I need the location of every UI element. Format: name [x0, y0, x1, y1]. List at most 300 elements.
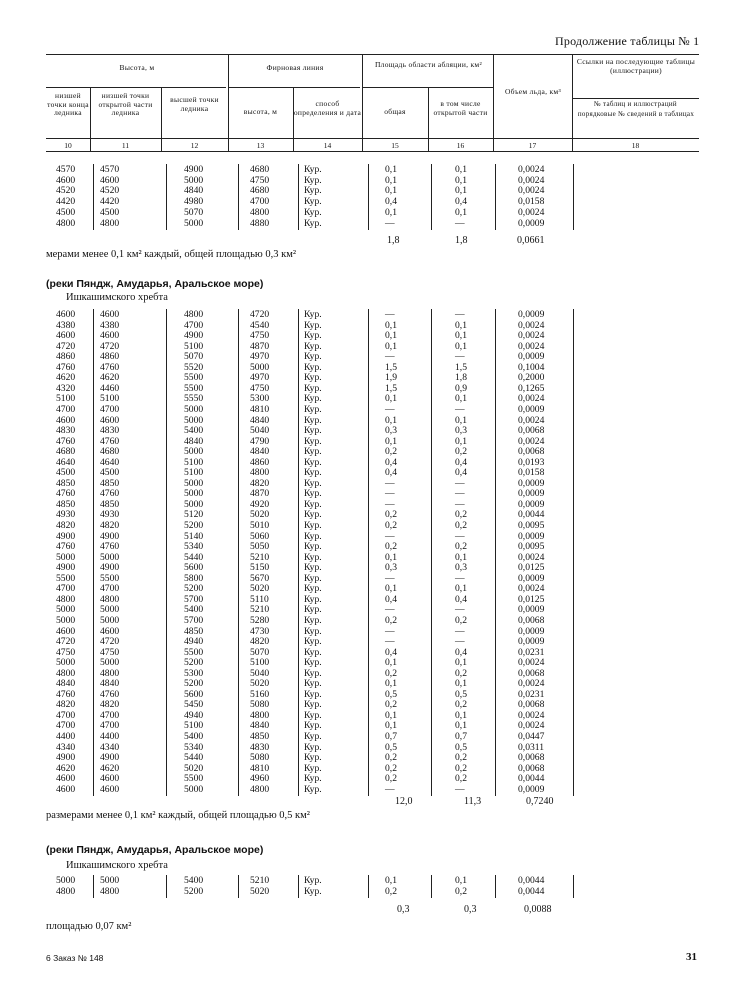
cell-low-end: 4700 — [56, 583, 76, 595]
cell-top: 5500 — [184, 646, 204, 658]
cell-area-total: 1,5 — [385, 382, 397, 394]
cell-method: Кур. — [304, 456, 322, 468]
cell-area-total: 0,1 — [385, 657, 397, 669]
cell-area-total: 0,1 — [385, 319, 397, 331]
cell-area-total: 0,5 — [385, 741, 397, 753]
cell-ice-volume: 0,0024 — [518, 185, 545, 197]
cell-method: Кур. — [304, 667, 322, 679]
header-ablation: Площадь области абляции, км² — [374, 60, 483, 69]
cell-area-open: — — [455, 217, 465, 229]
cell-top: 5000 — [184, 217, 204, 229]
col-num-11: 11 — [121, 141, 130, 150]
cell-firn-height: 5010 — [250, 520, 270, 531]
cell-area-open: 0,2 — [455, 509, 467, 521]
cell-top: 4940 — [184, 709, 204, 721]
cell-low-open: 4570 — [100, 164, 120, 175]
cell-method: Кур. — [304, 425, 322, 437]
cell-area-total: 0,2 — [385, 614, 397, 626]
cell-area-open: — — [455, 530, 465, 542]
cell-top: 5450 — [184, 699, 204, 711]
cell-low-open: 4830 — [100, 425, 120, 437]
cell-top: 5400 — [184, 731, 204, 742]
cell-area-total: 0,1 — [385, 875, 397, 886]
column-rule — [573, 164, 574, 230]
cell-method: Кур. — [304, 875, 322, 886]
table-row — [46, 753, 606, 763]
col-num-18: 18 — [631, 141, 640, 150]
cell-firn-height: 4820 — [250, 636, 270, 648]
block2-total-16: 11,3 — [464, 796, 482, 807]
cell-ice-volume: 0,0158 — [518, 467, 545, 479]
cell-area-total: — — [385, 530, 395, 542]
cell-firn-height: 5210 — [250, 604, 270, 616]
cell-top: 5120 — [184, 509, 204, 521]
cell-low-end: 4500 — [56, 467, 76, 479]
column-rule — [573, 875, 574, 898]
cell-low-end: 4760 — [56, 488, 76, 500]
cell-firn-height: 4750 — [250, 382, 270, 394]
cell-ice-volume: 0,0009 — [518, 625, 545, 637]
cell-area-total: 0,2 — [385, 667, 397, 679]
cell-area-open: 0,1 — [455, 340, 467, 352]
table-row — [46, 500, 606, 510]
cell-top: 4800 — [184, 309, 204, 320]
block2-subheading: Ишкашимского хребта — [66, 292, 168, 303]
cell-low-end: 4840 — [56, 678, 76, 690]
cell-ice-volume: 0,0068 — [518, 446, 545, 458]
cell-method: Кур. — [304, 520, 322, 531]
cell-firn-height: 4750 — [250, 330, 270, 342]
cell-method: Кур. — [304, 583, 322, 595]
cell-method: Кур. — [304, 572, 322, 584]
cell-top: 5600 — [184, 688, 204, 700]
cell-low-end: 5000 — [56, 604, 76, 616]
cell-area-total: 0,3 — [385, 562, 397, 574]
cell-area-total: — — [385, 351, 395, 363]
cell-low-end: 4600 — [56, 773, 76, 785]
cell-firn-height: 4750 — [250, 174, 270, 186]
cell-firn-height: 5020 — [250, 509, 270, 521]
table-row — [46, 342, 606, 352]
cell-low-end: 4900 — [56, 752, 76, 764]
table-row — [46, 785, 606, 795]
cell-low-open: 4600 — [100, 330, 120, 342]
column-rule — [238, 164, 239, 230]
cell-top: 5000 — [184, 174, 204, 186]
cell-area-open: — — [455, 477, 465, 489]
cell-method: Кур. — [304, 351, 322, 363]
cell-firn-height: 4800 — [250, 467, 270, 479]
table-row — [46, 447, 606, 457]
cell-area-open: 0,3 — [455, 425, 467, 437]
cell-area-open: 0,1 — [455, 319, 467, 331]
block1-total-17: 0,0661 — [517, 235, 545, 246]
cell-area-open: — — [455, 783, 465, 795]
cell-low-open: 4380 — [100, 319, 120, 331]
table-row — [46, 574, 606, 584]
block2-note: размерами менее 0,1 км² каждый, общей площадью 0,5 км² — [46, 810, 310, 821]
column-rule — [368, 309, 369, 796]
cell-ice-volume: 0,0024 — [518, 393, 545, 405]
cell-low-end: 4850 — [56, 498, 76, 510]
cell-low-open: 4600 — [100, 625, 120, 637]
cell-low-open: 4460 — [100, 382, 120, 394]
cell-top: 5440 — [184, 551, 204, 563]
cell-low-end: 4680 — [56, 446, 76, 458]
cell-ice-volume: 0,0231 — [518, 688, 545, 700]
cell-low-open: 4600 — [100, 174, 120, 186]
table-row — [46, 616, 606, 626]
cell-method: Кур. — [304, 699, 322, 711]
cell-top: 5200 — [184, 520, 204, 531]
cell-low-end: 4860 — [56, 351, 76, 363]
cell-ice-volume: 0,0024 — [518, 551, 545, 563]
table-row — [46, 627, 606, 637]
cell-low-open: 5000 — [100, 657, 120, 669]
cell-low-end: 4830 — [56, 425, 76, 437]
cell-low-open: 4760 — [100, 488, 120, 500]
cell-method: Кур. — [304, 783, 322, 795]
cell-ice-volume: 0,0125 — [518, 562, 545, 574]
cell-low-open: 4720 — [100, 636, 120, 648]
cell-method: Кур. — [304, 467, 322, 479]
cell-low-end: 4900 — [56, 562, 76, 574]
cell-method: Кур. — [304, 731, 322, 742]
cell-ice-volume: 0,0193 — [518, 456, 545, 468]
cell-area-open: 0,2 — [455, 614, 467, 626]
cell-low-open: 4900 — [100, 562, 120, 574]
cell-low-open: 5000 — [100, 551, 120, 563]
cell-ice-volume: 0,0009 — [518, 351, 545, 363]
cell-area-open: 0,1 — [455, 414, 467, 426]
cell-low-end: 4800 — [56, 885, 76, 897]
cell-area-open: 0,2 — [455, 762, 467, 774]
cell-method: Кур. — [304, 488, 322, 500]
column-rule — [238, 309, 239, 796]
cell-low-open: 4820 — [100, 520, 120, 531]
cell-area-total: 0,4 — [385, 196, 397, 208]
cell-ice-volume: 0,0024 — [518, 678, 545, 690]
table-row — [46, 542, 606, 552]
table-row — [46, 876, 606, 886]
table-row — [46, 416, 606, 426]
cell-ice-volume: 0,0024 — [518, 720, 545, 732]
cell-ice-volume: 0,0024 — [518, 319, 545, 331]
cell-method: Кур. — [304, 614, 322, 626]
cell-area-total: 0,1 — [385, 393, 397, 405]
cell-ice-volume: 0,0009 — [518, 636, 545, 648]
cell-top: 5340 — [184, 741, 204, 753]
cell-method: Кур. — [304, 509, 322, 521]
table-row — [46, 479, 606, 489]
cell-low-end: 4800 — [56, 667, 76, 679]
cell-area-total: 0,2 — [385, 699, 397, 711]
cell-ice-volume: 0,0009 — [518, 783, 545, 795]
cell-low-end: 4820 — [56, 520, 76, 531]
cell-low-end: 5500 — [56, 572, 76, 584]
cell-low-end: 4760 — [56, 541, 76, 553]
cell-low-open: 4400 — [100, 731, 120, 742]
table-row — [46, 208, 606, 218]
cell-firn-height: 5040 — [250, 425, 270, 437]
cell-area-open: 0,1 — [455, 185, 467, 197]
cell-ice-volume: 0,0044 — [518, 875, 545, 886]
cell-method: Кур. — [304, 541, 322, 553]
cell-area-total: — — [385, 498, 395, 510]
cell-top: 5200 — [184, 657, 204, 669]
cell-area-open: 0,3 — [455, 562, 467, 574]
cell-area-open: 0,1 — [455, 583, 467, 595]
col-num-16: 16 — [456, 141, 465, 150]
cell-firn-height: 4800 — [250, 709, 270, 721]
cell-ice-volume: 0,0044 — [518, 509, 545, 521]
cell-top: 5400 — [184, 425, 204, 437]
cell-firn-height: 5160 — [250, 688, 270, 700]
cell-area-open: 0,1 — [455, 720, 467, 732]
cell-area-total: 0,1 — [385, 583, 397, 595]
header-refs-sub2: порядковые № сведений в таблицах — [577, 110, 695, 118]
cell-firn-height: 4680 — [250, 185, 270, 197]
cell-low-open: 4850 — [100, 498, 120, 510]
cell-area-total: 0,2 — [385, 752, 397, 764]
cell-firn-height: 4840 — [250, 446, 270, 458]
cell-firn-height: 4870 — [250, 488, 270, 500]
cell-area-total: — — [385, 488, 395, 500]
cell-firn-height: 5080 — [250, 752, 270, 764]
cell-top: 4840 — [184, 185, 204, 197]
cell-firn-height: 5300 — [250, 393, 270, 405]
cell-ice-volume: 0,0009 — [518, 604, 545, 616]
cell-area-open: 0,4 — [455, 456, 467, 468]
cell-method: Кур. — [304, 393, 322, 405]
header-col-16: в том числе открытой части — [433, 99, 488, 117]
cell-low-end: 4930 — [56, 509, 76, 521]
table-row — [46, 458, 606, 468]
table-row — [46, 176, 606, 186]
cell-low-end: 4380 — [56, 319, 76, 331]
cell-low-open: 4840 — [100, 678, 120, 690]
cell-area-open: 0,1 — [455, 435, 467, 447]
cell-area-open: 0,7 — [455, 731, 467, 742]
cell-area-total: 0,1 — [385, 414, 397, 426]
header-firn: Фирновая линия — [266, 63, 324, 72]
header-col-12: высшей точки ледника — [170, 95, 219, 113]
cell-low-open: 4760 — [100, 541, 120, 553]
cell-area-total: — — [385, 309, 395, 320]
col-num-12: 12 — [190, 141, 199, 150]
cell-area-open: 0,1 — [455, 875, 467, 886]
cell-low-end: 4620 — [56, 762, 76, 774]
cell-area-open: 1,8 — [455, 372, 467, 384]
cell-method: Кур. — [304, 752, 322, 764]
cell-top: 4900 — [184, 330, 204, 342]
cell-top: 5000 — [184, 477, 204, 489]
table-row — [46, 489, 606, 499]
cell-top: 5300 — [184, 667, 204, 679]
cell-ice-volume: 0,0009 — [518, 477, 545, 489]
cell-area-open: — — [455, 604, 465, 616]
cell-low-end: 4750 — [56, 646, 76, 658]
cell-top: 4900 — [184, 164, 204, 175]
cell-top: 5700 — [184, 593, 204, 605]
cell-method: Кур. — [304, 174, 322, 186]
cell-firn-height: 4960 — [250, 773, 270, 785]
column-rule — [238, 875, 239, 898]
cell-firn-height: 5080 — [250, 699, 270, 711]
cell-area-open: 0,2 — [455, 699, 467, 711]
cell-low-end: 4420 — [56, 196, 76, 208]
cell-ice-volume: 0,0447 — [518, 731, 545, 742]
cell-method: Кур. — [304, 435, 322, 447]
cell-low-end: 4700 — [56, 403, 76, 415]
cell-method: Кур. — [304, 762, 322, 774]
cell-method: Кур. — [304, 361, 322, 373]
cell-area-total: — — [385, 217, 395, 229]
cell-ice-volume: 0,0024 — [518, 340, 545, 352]
cell-ice-volume: 0,0068 — [518, 614, 545, 626]
table-row — [46, 310, 606, 320]
cell-low-open: 5000 — [100, 614, 120, 626]
cell-low-open: 4600 — [100, 773, 120, 785]
block1-note: мерами менее 0,1 км² каждый, общей площадью 0,3 км² — [46, 249, 297, 260]
cell-method: Кур. — [304, 477, 322, 489]
table-row — [46, 553, 606, 563]
cell-top: 5550 — [184, 393, 204, 405]
cell-firn-height: 4800 — [250, 783, 270, 795]
cell-method: Кур. — [304, 498, 322, 510]
cell-method: Кур. — [304, 414, 322, 426]
column-rule — [495, 164, 496, 230]
cell-top: 5500 — [184, 382, 204, 394]
cell-area-open: 0,1 — [455, 206, 467, 218]
column-rule — [93, 309, 94, 796]
cell-low-end: 4600 — [56, 309, 76, 320]
cell-low-open: 4600 — [100, 783, 120, 795]
cell-area-total: 0,1 — [385, 340, 397, 352]
cell-area-total: — — [385, 783, 395, 795]
cell-area-total: — — [385, 572, 395, 584]
cell-top: 5100 — [184, 340, 204, 352]
cell-method: Кур. — [304, 217, 322, 229]
header-height: Высота, м — [119, 63, 155, 72]
table-row — [46, 721, 606, 731]
cell-low-open: 4820 — [100, 699, 120, 711]
cell-area-total: 0,4 — [385, 456, 397, 468]
table-row — [46, 774, 606, 784]
cell-area-total: 0,2 — [385, 520, 397, 531]
cell-firn-height: 4540 — [250, 319, 270, 331]
cell-method: Кур. — [304, 382, 322, 394]
cell-area-total: 0,1 — [385, 709, 397, 721]
table-row — [46, 605, 606, 615]
cell-low-open: 4700 — [100, 709, 120, 721]
cell-area-open: 0,5 — [455, 688, 467, 700]
cell-low-open: 4800 — [100, 593, 120, 605]
cell-low-end: 5000 — [56, 551, 76, 563]
cell-area-total: 0,1 — [385, 206, 397, 218]
cell-area-total: 0,1 — [385, 330, 397, 342]
cell-firn-height: 5150 — [250, 562, 270, 574]
cell-low-end: 4900 — [56, 530, 76, 542]
column-rule — [495, 875, 496, 898]
cell-top: 5000 — [184, 498, 204, 510]
cell-low-end: 4600 — [56, 783, 76, 795]
cell-low-open: 5000 — [100, 875, 120, 886]
cell-firn-height: 4860 — [250, 456, 270, 468]
cell-top: 5000 — [184, 403, 204, 415]
cell-area-total: — — [385, 636, 395, 648]
cell-method: Кур. — [304, 636, 322, 648]
cell-top: 5400 — [184, 875, 204, 886]
cell-firn-height: 4700 — [250, 196, 270, 208]
cell-low-end: 4850 — [56, 477, 76, 489]
table-row — [46, 468, 606, 478]
cell-low-open: 4850 — [100, 477, 120, 489]
cell-ice-volume: 0,0009 — [518, 217, 545, 229]
page-number: 31 — [686, 951, 697, 963]
cell-ice-volume: 0,0158 — [518, 196, 545, 208]
cell-top: 5020 — [184, 762, 204, 774]
cell-low-end: 4720 — [56, 340, 76, 352]
cell-top: 5100 — [184, 720, 204, 732]
cell-area-open: 0,4 — [455, 593, 467, 605]
cell-low-end: 5000 — [56, 875, 76, 886]
table-row — [46, 426, 606, 436]
cell-low-end: 4800 — [56, 593, 76, 605]
cell-low-open: 4640 — [100, 456, 120, 468]
cell-method: Кур. — [304, 885, 322, 897]
table-row — [46, 887, 606, 897]
cell-method: Кур. — [304, 688, 322, 700]
block2-total-15: 12,0 — [395, 796, 413, 807]
cell-firn-height: 5020 — [250, 678, 270, 690]
table-row — [46, 394, 606, 404]
cell-ice-volume: 0,0024 — [518, 709, 545, 721]
cell-low-open: 4760 — [100, 361, 120, 373]
cell-low-open: 4860 — [100, 351, 120, 363]
cell-top: 5340 — [184, 541, 204, 553]
cell-low-open: 4420 — [100, 196, 120, 208]
col-num-17: 17 — [528, 141, 537, 150]
cell-top: 5200 — [184, 583, 204, 595]
table-row — [46, 510, 606, 520]
cell-low-end: 4340 — [56, 741, 76, 753]
cell-low-end: 4400 — [56, 731, 76, 742]
cell-area-open: 0,4 — [455, 467, 467, 479]
cell-area-total: 0,4 — [385, 467, 397, 479]
cell-top: 5600 — [184, 562, 204, 574]
header-col-15: общая — [384, 107, 406, 116]
cell-low-end: 4760 — [56, 688, 76, 700]
cell-firn-height: 4880 — [250, 217, 270, 229]
cell-method: Кур. — [304, 340, 322, 352]
cell-firn-height: 4830 — [250, 741, 270, 753]
cell-area-open: 0,2 — [455, 773, 467, 785]
cell-low-open: 4520 — [100, 185, 120, 197]
cell-ice-volume: 0,0095 — [518, 520, 545, 531]
cell-low-end: 4640 — [56, 456, 76, 468]
table-row — [46, 679, 606, 689]
cell-area-total: — — [385, 625, 395, 637]
cell-ice-volume: 0,0009 — [518, 498, 545, 510]
cell-area-total: 0,3 — [385, 425, 397, 437]
cell-top: 5400 — [184, 604, 204, 616]
cell-area-open: 0,2 — [455, 885, 467, 897]
cell-ice-volume: 0,0024 — [518, 164, 545, 175]
header-refs-sub: № таблиц и иллюстраций — [594, 100, 677, 108]
column-rule — [166, 875, 167, 898]
cell-ice-volume: 0,0044 — [518, 885, 545, 897]
